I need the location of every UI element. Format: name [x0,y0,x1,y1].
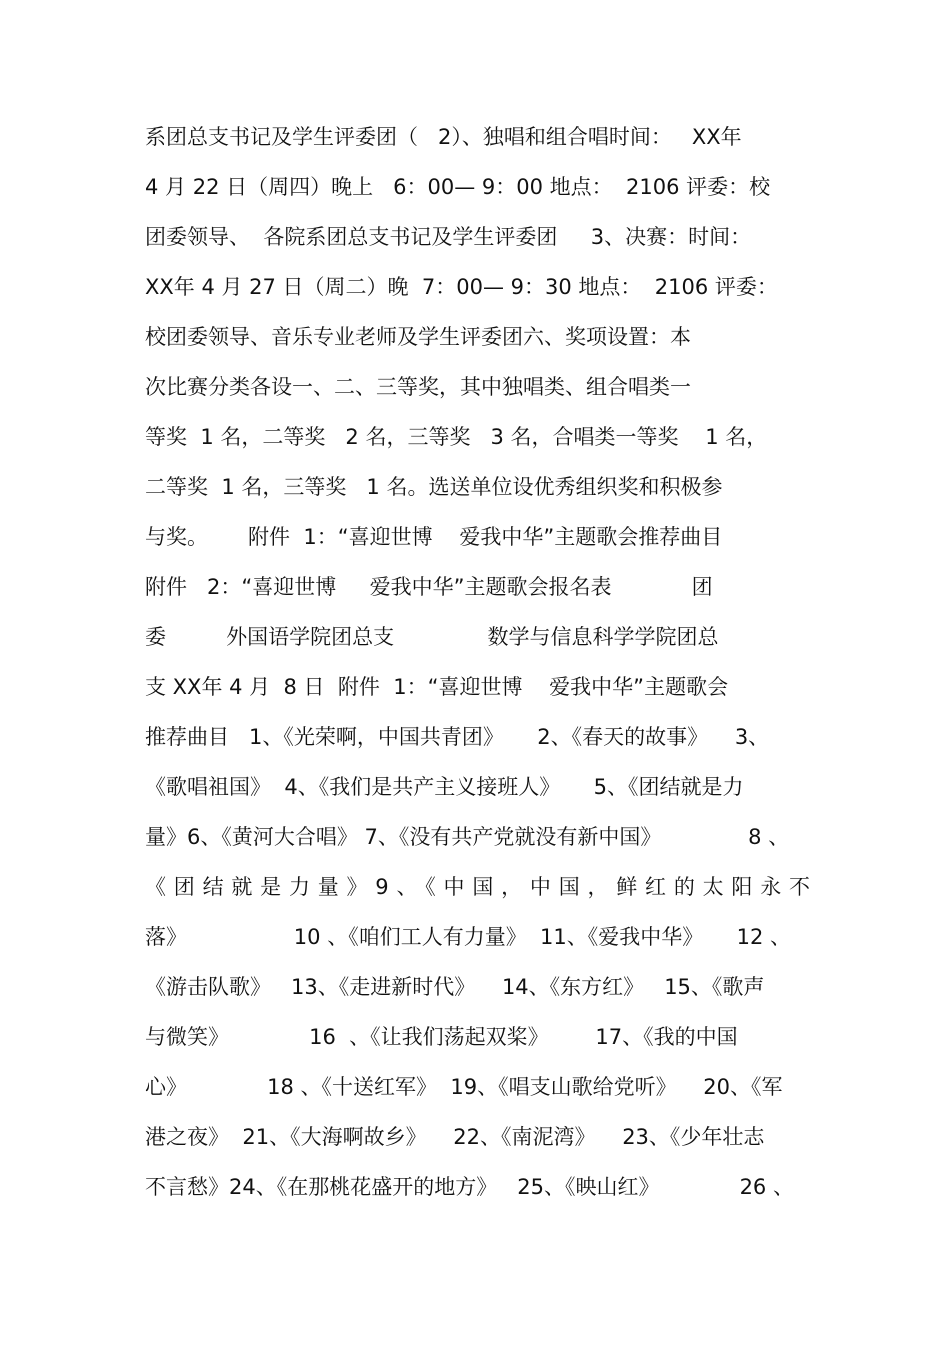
text-line: 港之夜》 21、《大海啊故乡》 22、《南泥湾》 23、《少年壮志 [145,1125,765,1149]
text-line: 支 XX年 4 月 8 日 附件 1：“喜迎世博 爱我中华”主题歌会 [145,675,729,699]
text-line: 与奖。 附件 1：“喜迎世博 爱我中华”主题歌会推荐曲目 [145,525,723,549]
text-line: 量》6、《黄河大合唱》 7、《没有共产党就没有新中国》 8 、 [145,825,790,849]
text-line: 二等奖 1 名，三等奖 1 名。选送单位设优秀组织奖和积极参 [145,475,723,499]
text-line: 《团结就是力量》9、《中国，中国，鲜红的太阳永不 [145,875,810,899]
document-body [145,112,810,1212]
text-line: XX年 4 月 27 日（周二）晚 7：00— 9：30 地点： 2106 评委： [145,275,778,299]
text-line: 与微笑》 16 、《让我们荡起双桨》 17、《我的中国 [145,1025,738,1049]
text-line: 落》 10 、《咱们工人有力量》 11、《爱我中华》 12 、 [145,925,792,949]
text-line: 等奖 1 名，二等奖 2 名，三等奖 3 名，合唱类一等奖 1 名， [145,425,768,449]
text-line: 校团委领导、音乐专业老师及学生评委团六、奖项设置：本 [145,325,691,349]
text-line: 《歌唱祖国》 4、《我们是共产主义接班人》 5、《团结就是力 [145,775,744,799]
text-line: 心》 18 、《十送红军》 19、《唱支山歌给党听》 20、《军 [145,1075,783,1099]
text-line: 系团总支书记及学生评委团（ 2）、独唱和组合唱时间： XX年 [145,125,742,149]
text-line: 委 外国语学院团总支 数学与信息科学学院团总 [145,625,719,649]
text-line: 《游击队歌》 13、《走进新时代》 14、《东方红》 15、《歌声 [145,975,765,999]
text-line: 次比赛分类各设一、二、三等奖，其中独唱类、组合唱类一 [145,375,691,399]
text-line: 附件 2：“喜迎世博 爱我中华”主题歌会报名表 团 [145,575,713,599]
text-line: 团委领导、 各院系团总支书记及学生评委团 3、决赛：时间： [145,225,752,249]
text-line: 推荐曲目 1、《光荣啊，中国共青团》 2、《春天的故事》 3、 [145,725,770,749]
text-line: 4 月 22 日（周四）晚上 6：00— 9：00 地点： 2106 评委：校 [145,175,771,199]
text-line: 不言愁》24、《在那桃花盛开的地方》 25、《映山红》 26 、 [145,1175,794,1199]
